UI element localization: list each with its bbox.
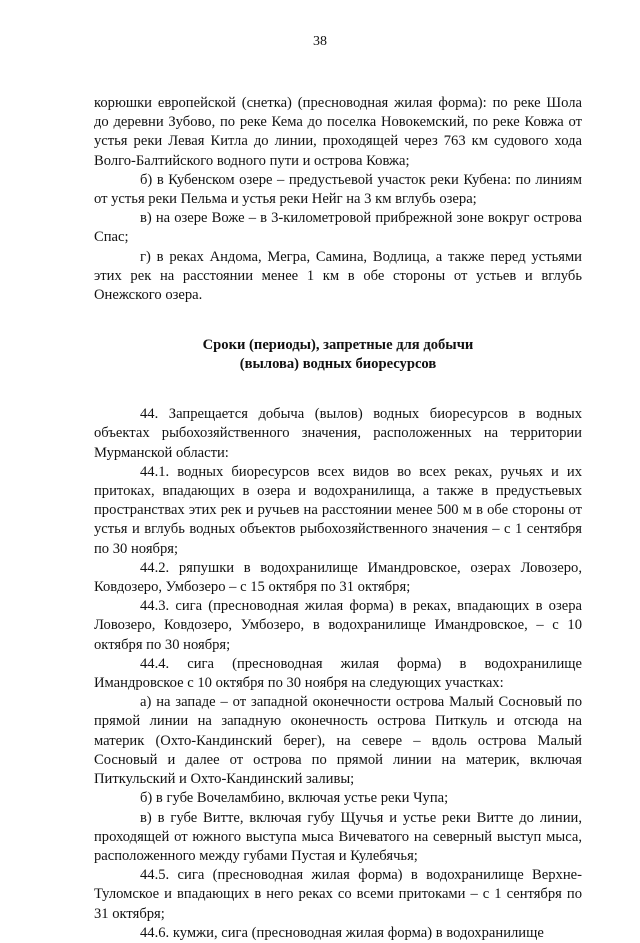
section-heading-line-2: (вылова) водных биоресурсов — [239, 356, 437, 373]
paragraph-44-3: 44.3. сига (пресноводная жилая форма) в реках, впадающих в озера Ловозеро, Ковдозеро, Умбозеро, в водохранилище Имандровское, – с 10 октября по 30 ноября; — [94, 598, 582, 653]
document-body — [94, 94, 582, 943]
paragraph-kubenskoe-lake: б) в Кубенском озере – предустьевой участок реки Кубена: по линиям от устья реки Пельма и устья реки Нейг на 3 км вглубь озера; — [94, 171, 582, 208]
paragraph-44-1: 44.1. водных биоресурсов всех видов во всех реках, ручьях и их притоках, впадающих в озера и водохранилища, а также в предустьевых пространствах этих рек и ручьев на расстоянии менее 500 м в обе стороны от устья и вглубь водных объектов рыбохозяйственного значения – с 1 сентября по 30 ноября; — [94, 463, 582, 557]
paragraph-44-6: 44.6. кумжи, сига (пресноводная жилая форма) в водохранилище — [140, 924, 544, 941]
paragraph-44-5: 44.5. сига (пресноводная жилая форма) в водохранилище Верхне-Туломское и впадающих в него реках со всеми притоками – с 1 сентября по 31 октября; — [94, 867, 582, 922]
section-heading — [94, 336, 582, 374]
paragraph-vozhe-lake: в) на озере Воже – в 3-километровой прибрежной зоне вокруг острова Спас; — [94, 210, 582, 246]
paragraph-44: 44. Запрещается добыча (вылов) водных биоресурсов в водных объектах рыбохозяйственного значения, расположенных на территории Мурманской области: — [94, 406, 582, 461]
paragraph-44-4: 44.4. сига (пресноводная жилая форма) в водохранилище Имандровское с 10 октября по 30 ноября на следующих участках: — [94, 655, 582, 692]
paragraph-44-2: 44.2. ряпушки в водохранилище Имандровское, озерах Ловозеро, Ковдозеро, Умбозеро – с 15 октября по 31 октября; — [94, 559, 582, 596]
page-number: 38 — [313, 34, 327, 49]
paragraph-smelt-continuation: корюшки европейской (снетка) (пресноводная жилая форма): по реке Шола до деревни Зубово, по реке Кема до поселка Новокемский, по реке Ковжа от устья реки Левая Китла до линии, проходящей через 763 км судового хода Волго-Балтийского водного пути и острова Ковжа; — [94, 95, 582, 169]
paragraph-44-4-a: а) на западе – от западной оконечности острова Малый Сосновый по прямой линии на западную оконечность острова Питкуль и отсюда на материк (Охто-Кандинский берег), на севере – вдоль острова Малый Сосновый и далее от острова по прямой линии на материк, включая Питкульский и Охто-Кандинский заливы; — [94, 694, 582, 788]
section-heading-line-1: Сроки (периоды), запретные для добычи — [202, 337, 474, 354]
paragraph-44-4-b: б) в губе Вочеламбино, включая устье реки Чупа; — [140, 790, 449, 807]
paragraph-rivers-andoma: г) в реках Андома, Мегра, Самина, Водлица, а также перед устьями этих рек на расстоянии менее 1 км в обе стороны от устьев и вглубь Онежского озера. — [94, 248, 582, 304]
paragraph-44-4-v: в) в губе Витте, включая губу Щучья и устье реки Витте до линии, проходящей от южного выступа мыса Вичеватого на северный выступ мыса, расположенного между губами Пустая и Кулебячья; — [94, 809, 582, 864]
